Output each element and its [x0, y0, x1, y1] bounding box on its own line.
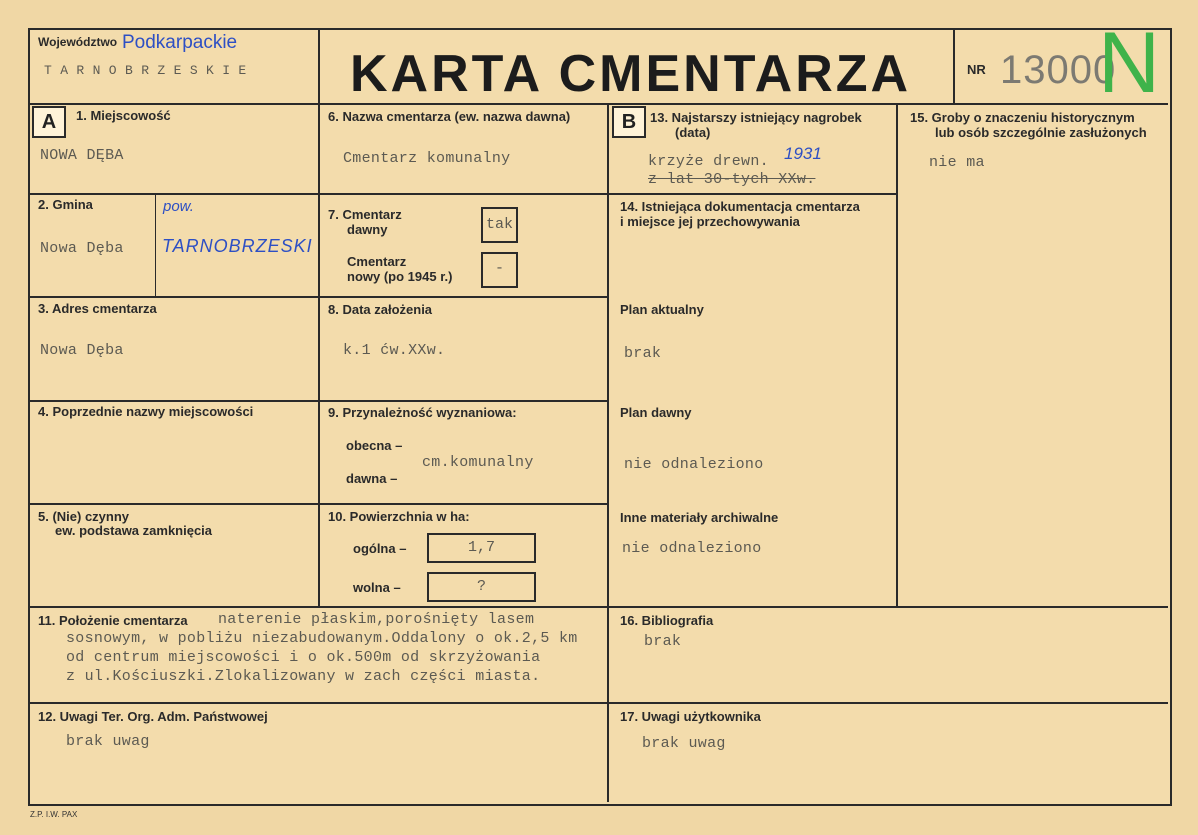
- field-10-wolna-box: ?: [427, 572, 536, 602]
- field-11-line: od centrum miejscowości i o ok.500m od skrzyżowania: [66, 649, 541, 666]
- field-5-label: 5. (Nie) czynny: [38, 509, 130, 524]
- field-13-label: 13. Najstarszy istniejący nagrobek: [650, 110, 862, 125]
- field-11-line: naterenie płaskim,porośnięty lasem: [218, 611, 535, 628]
- field-9-label: 9. Przynależność wyznaniowa:: [328, 405, 517, 420]
- field-2-pow-label: pow.: [163, 198, 194, 215]
- divider: [155, 193, 156, 296]
- page-title: KARTA CMENTARZA: [350, 45, 912, 103]
- field-4-label: 4. Poprzednie nazwy miejscowości: [38, 404, 254, 419]
- field-7-new-sublabel: nowy (po 1945 r.): [347, 269, 453, 284]
- nr-mark: N: [1098, 15, 1161, 111]
- field-14-label: 14. Istniejąca dokumentacja cmentarza: [620, 199, 860, 214]
- field-6-label: 6. Nazwa cmentarza (ew. nazwa dawna): [328, 109, 571, 124]
- wojewodztwo-typed: T A R N O B R Z E S K I E: [44, 63, 247, 78]
- field-10-wolna-label: wolna –: [353, 580, 401, 595]
- wojewodztwo-handwritten: Podkarpackie: [122, 32, 238, 53]
- field-10-ogolna-label: ogólna –: [353, 541, 407, 556]
- field-7-old-box: tak: [481, 207, 518, 243]
- field-13-struck-value: z lat 30-tych XXw.: [648, 171, 816, 188]
- field-3-value: Nowa Dęba: [40, 342, 124, 359]
- field-11-line: sosnowym, w pobliżu niezabudowanym.Oddalony o ok.2,5 km: [66, 630, 578, 647]
- field-10-label: 10. Powierzchnia w ha:: [328, 509, 470, 524]
- plan-dawny-label: Plan dawny: [620, 405, 692, 420]
- field-7-new-label: Cmentarz: [347, 254, 407, 269]
- divider: [896, 103, 898, 606]
- field-7-new-box: -: [481, 252, 518, 288]
- field-5-sublabel: ew. podstawa zamknięcia: [55, 523, 213, 538]
- section-b-badge: B: [612, 106, 646, 138]
- divider: [30, 193, 898, 195]
- field-3-label: 3. Adres cmentarza: [38, 301, 157, 316]
- field-16-label: 16. Bibliografia: [620, 613, 714, 628]
- field-2-value: Nowa Dęba: [40, 240, 124, 257]
- field-8-value: k.1 ćw.XXw.: [343, 342, 446, 359]
- field-2-pow-value: TARNOBRZESKI: [162, 236, 313, 256]
- field-12-label: 12. Uwagi Ter. Org. Adm. Państwowej: [38, 709, 268, 724]
- field-9-value: cm.komunalny: [422, 454, 534, 471]
- divider: [30, 702, 1168, 704]
- field-9-dawna-label: dawna –: [346, 471, 398, 486]
- divider: [318, 30, 320, 606]
- plan-aktualny-label: Plan aktualny: [620, 302, 704, 317]
- field-7-old-sublabel: dawny: [347, 222, 388, 237]
- field-1-label: 1. Miejscowość: [76, 108, 171, 123]
- field-15-label: 15. Groby o znaczeniu historycznym: [910, 110, 1135, 125]
- field-7-old-label: 7. Cmentarz: [328, 207, 402, 222]
- field-14-sublabel: i miejsce jej przechowywania: [620, 214, 800, 229]
- printer-imprint: Z.P. I.W. PAX: [30, 810, 78, 819]
- plan-dawny-value: nie odnaleziono: [624, 456, 764, 473]
- field-11-label: 11. Położenie cmentarza: [38, 613, 188, 628]
- divider: [607, 103, 609, 802]
- field-16-value: brak: [644, 633, 682, 650]
- divider: [30, 606, 1168, 608]
- field-12-value: brak uwag: [66, 733, 150, 750]
- field-6-value: Cmentarz komunalny: [343, 150, 511, 167]
- section-a-badge: A: [32, 106, 66, 138]
- field-17-label: 17. Uwagi użytkownika: [620, 709, 761, 724]
- field-13-sublabel: (data): [675, 125, 711, 140]
- field-10-ogolna-box: 1,7: [427, 533, 536, 563]
- field-9-obecna-label: obecna –: [346, 438, 403, 453]
- nr-value: 13000: [1000, 48, 1117, 92]
- field-1-value: NOWA DĘBA: [40, 147, 124, 164]
- field-2-label: 2. Gmina: [38, 197, 93, 212]
- inne-materialy-label: Inne materiały archiwalne: [620, 510, 779, 525]
- field-11-line: z ul.Kościuszki.Zlokalizowany w zach części miasta.: [66, 668, 541, 685]
- wojewodztwo-label: Województwo: [38, 35, 118, 49]
- field-15-value: nie ma: [929, 154, 985, 171]
- nr-label: NR: [967, 62, 986, 77]
- field-13-value: krzyże drewn.: [648, 153, 769, 170]
- field-17-value: brak uwag: [642, 735, 726, 752]
- field-15-sublabel: lub osób szczególnie zasłużonych: [935, 125, 1147, 140]
- inne-materialy-value: nie odnaleziono: [622, 540, 762, 557]
- divider: [953, 30, 955, 103]
- plan-aktualny-value: brak: [624, 345, 662, 362]
- field-13-handwritten-year: 1931: [784, 144, 822, 163]
- field-8-label: 8. Data założenia: [328, 302, 433, 317]
